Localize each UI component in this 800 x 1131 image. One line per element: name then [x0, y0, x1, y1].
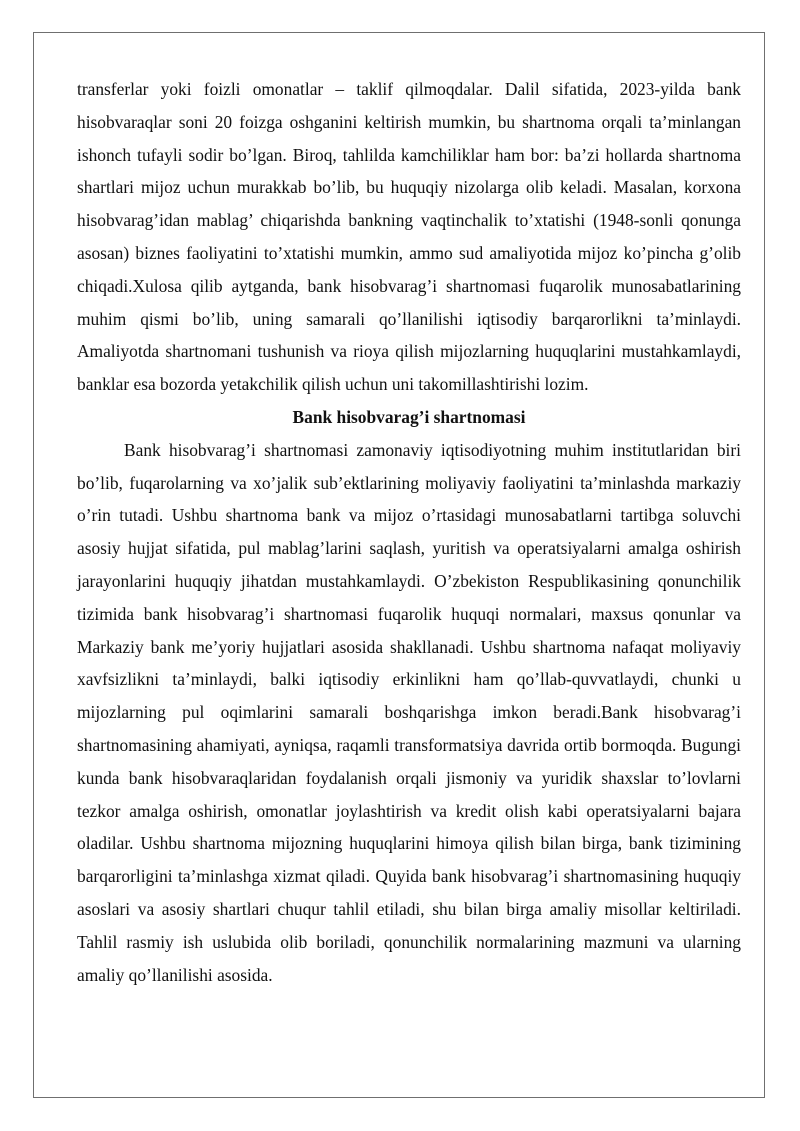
section-heading: Bank hisobvarag’i shartnomasi [292, 406, 526, 427]
document-body [77, 73, 741, 991]
paragraph-continuation: transferlar yoki foizli omonatlar – taklif qilmoqdalar. Dalil sifatida, 2023-yilda bank hisobvaraqlar soni 20 foizga oshganini keltirish mumkin, bu shartnoma orqali ta’minlangan ishonch tufayli sodir bo’lgan. Biroq, tahlilda kamchiliklar ham bor: ba’zi hollarda shartnoma shartlari mijoz uchun murakkab bo’lib, bu huquqiy nizolarga olib keladi. Masalan, korxona hisobvarag’idan mablag’ chiqarishda bankning vaqtinchalik to’xtatishi (1948-sonli qonunga asosan) biznes faoliyatini to’xtatishi mumkin, ammo sud amaliyotida mijoz ko’pincha g’olib chiqadi.Xulosa qilib aytganda, bank hisobvarag’i shartnomasi fuqarolik munosabatlarining muhim qismi bo’lib, uning samarali qo’llanilishi iqtisodiy barqarorlikni ta’minlaydi. Amaliyotda shartnomani tushunish va rioya qilish mijozlarning huquqlarini mustahkamlaydi, banklar esa bozorda yetakchilik qilish uchun uni takomillashtirishi lozim. [77, 79, 741, 395]
paragraph-intro: Bank hisobvarag’i shartnomasi zamonaviy iqtisodiyotning muhim institutlaridan biri bo’lib, fuqarolarning va xo’jalik sub’ektlarining moliyaviy faoliyatini ta’minlashda markaziy o’rin tutadi. Ushbu shartnoma bank va mijoz o’rtasidagi munosabatlarni tartibga soluvchi asosiy hujjat sifatida, pul mablag’larini saqlash, yuritish va operatsiyalarni amalga oshirish jarayonlarini huquqiy jihatdan mustahkamlaydi. O’zbekiston Respublikasining qonunchilik tizimida bank hisobvarag’i shartnomasi fuqarolik huquqi normalari, maxsus qonunlar va Markaziy bank me’yoriy hujjatlari asosida shakllanadi. Ushbu shartnoma nafaqat moliyaviy xavfsizlikni ta’minlaydi, balki iqtisodiy erkinlikni ham qo’llab-quvvatlaydi, chunki u mijozlarning pul oqimlarini samarali boshqarishga imkon beradi.Bank hisobvarag’i shartnomasining ahamiyati, ayniqsa, raqamli transformatsiya davrida ortib bormoqda. Bugungi kunda bank hisobvaraqlaridan foydalanish orqali jismoniy va yuridik shaxslar to’lovlarni tezkor amalga oshirish, omonatlar joylashtirish va kredit olish kabi operatsiyalarni bajara oladilar. Ushbu shartnoma mijozning huquqlarini himoya qilish bilan birga, bank tizimining barqarorligini ta’minlashga xizmat qiladi. Quyida bank hisobvarag’i shartnomasining huquqiy asoslari va asosiy shartlari chuqur tahlil etiladi, shu bilan birga amaliy misollar keltiriladi. Tahlil rasmiy ish uslubida olib boriladi, qonunchilik normalarining mazmuni va ularning amaliy qo’llanilishi asosida. [77, 439, 741, 985]
